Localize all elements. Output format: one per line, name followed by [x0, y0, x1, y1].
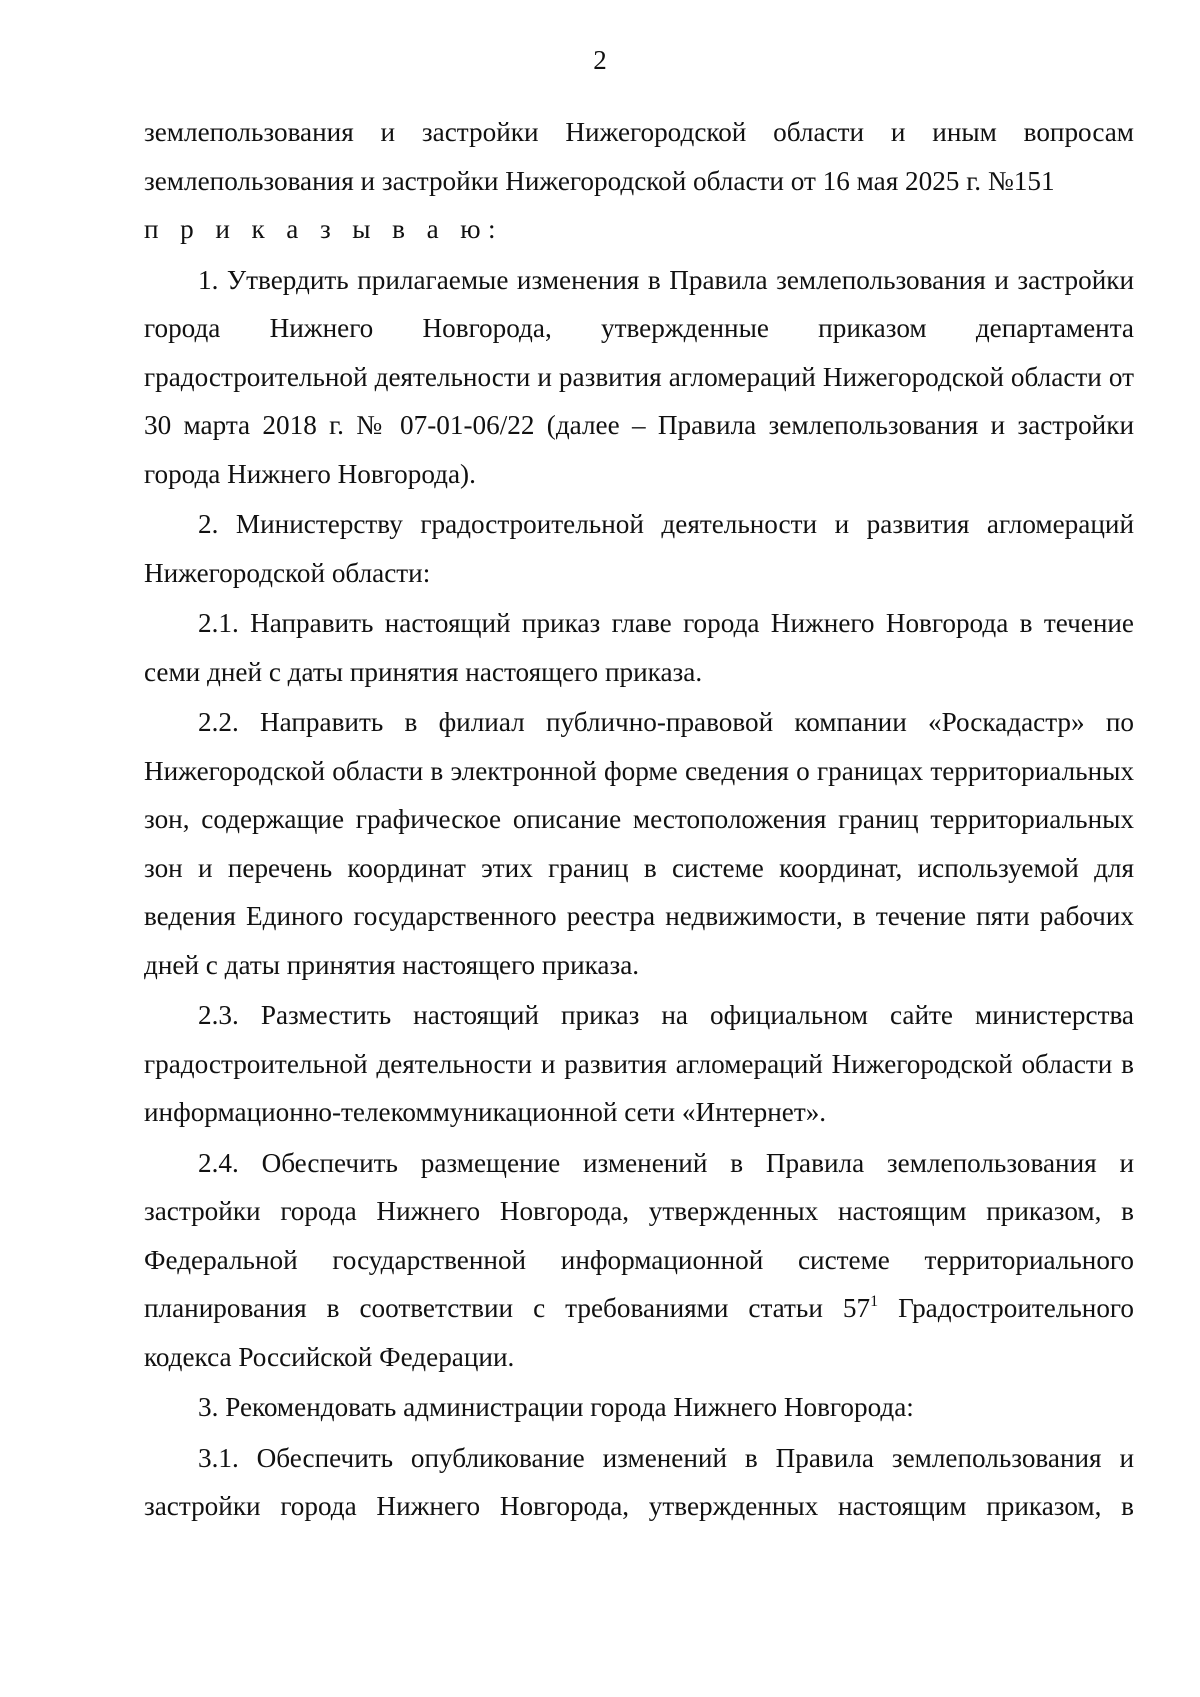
- paragraph-item-2-3: 2.3. Разместить настоящий приказ на официальном сайте министерства градостроительной деятельности и развития агломераций Нижегородской области в информационно-телекоммуникационной сети «Интернет».: [144, 1000, 1134, 1127]
- paragraph-item-2-4-tail: Градостроительного кодекса Российской Федерации.: [144, 1293, 1134, 1372]
- paragraph-item-3-1: 3.1. Обеспечить опубликование изменений в Правила землепользования и застройки города Нижнего Новгорода, утвержденных настоящим приказом, в: [144, 1442, 1134, 1521]
- paragraph-item-2-4-text: 2.4. Обеспечить размещение изменений в Правила землепользования и застройки города Нижнего Новгорода, утвержденных настоящим приказом, в Федеральной государственной информационной системе территориального планирования в соответствии с требованиями статьи 57: [144, 1147, 1134, 1323]
- article-superscript: 1: [870, 1293, 879, 1310]
- paragraph-item-3: 3. Рекомендовать администрации города Нижнего Новгорода:: [198, 1392, 914, 1422]
- paragraph-item-2: 2. Министерству градостроительной деятельности и развития агломераций Нижегородской области:: [144, 509, 1134, 588]
- paragraph-item-2-4: [144, 1139, 1134, 1382]
- paragraph-item-2-1: 2.1. Направить настоящий приказ главе города Нижнего Новгорода в течение семи дней с даты принятия настоящего приказа.: [144, 608, 1134, 687]
- paragraph-item-1: 1. Утвердить прилагаемые изменения в Правила землепользования и застройки города Нижнего Новгорода, утвержденные приказом департамента градостроительной деятельности и развития агломераций Нижегородской области от 30 марта 2018 г. № 07-01-06/22 (далее – Правила землепользования и застройки города Нижнего Новгорода).: [144, 264, 1134, 489]
- paragraph-order-word: п р и к а з ы в а ю:: [144, 214, 503, 244]
- page-number: 2: [593, 45, 607, 75]
- paragraph-item-2-2: 2.2. Направить в филиал публично-правовой компании «Роскадастр» по Нижегородской области в электронной форме сведения о границах территориальных зон, содержащие графическое описание местоположения границ территориальных зон и перечень координат этих границ в системе координат, используемой для ведения Единого государственного реестра недвижимости, в течение пяти рабочих дней с даты принятия настоящего приказа.: [144, 707, 1134, 980]
- paragraph-preamble-continuation: землепользования и застройки Нижегородской области и иным вопросам землепользования и застройки Нижегородской области от 16 мая 2025 г. №151: [144, 117, 1134, 196]
- document-body: [144, 108, 1134, 1531]
